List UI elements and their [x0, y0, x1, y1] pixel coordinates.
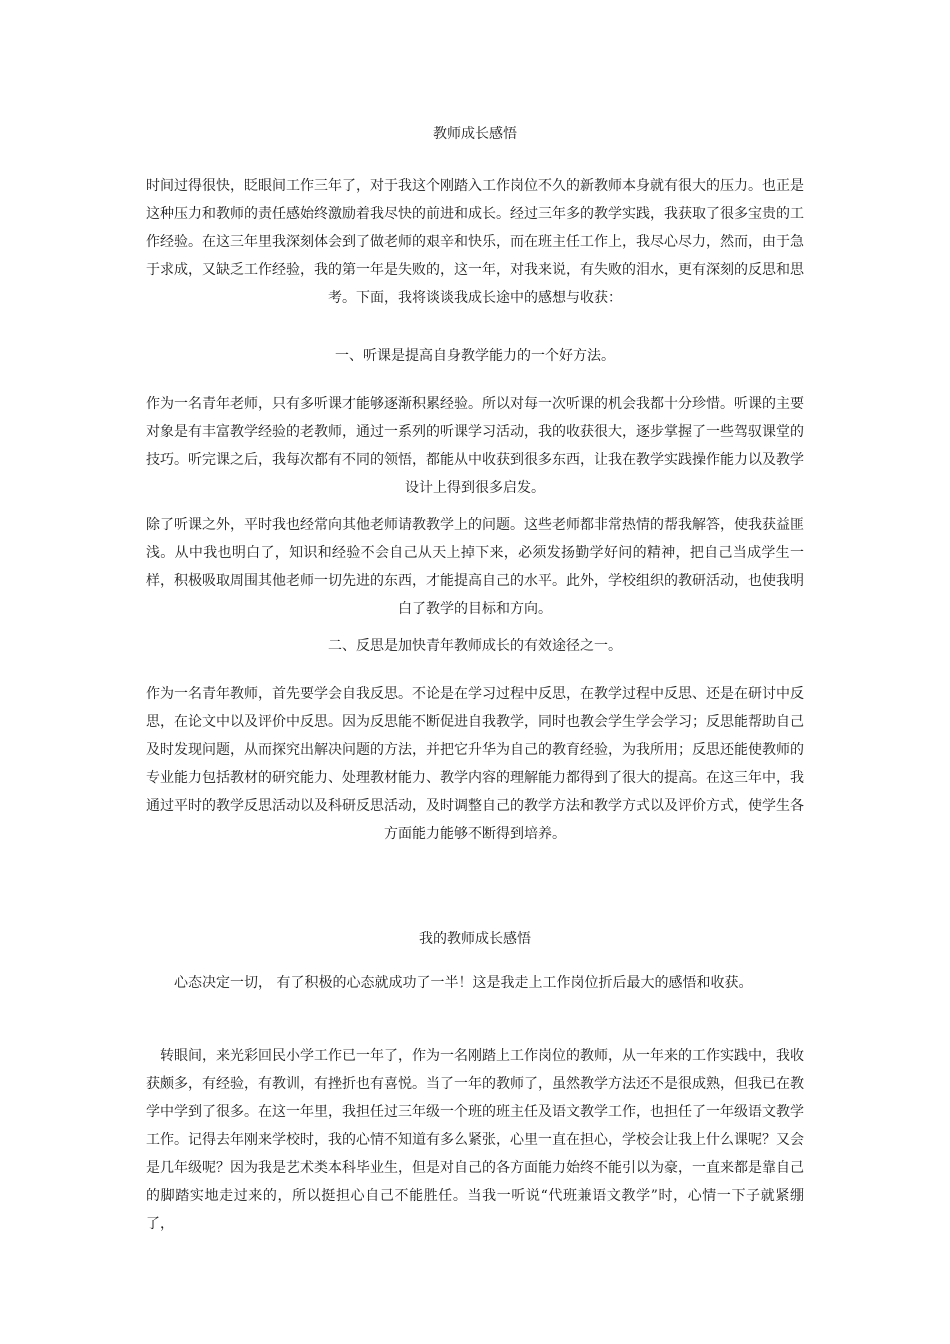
section-heading-2: 二、反思是加快青年教师成长的有效途径之一。 — [328, 638, 622, 654]
document-title: 教师成长感悟 — [433, 126, 517, 142]
intro-paragraph: 时间过得很快，眨眼间工作三年了，对于我这个刚踏入工作岗位不久的新教师本身就有很大的压力。也正是这种压力和教师的责任感始终激励着我尽快的前进和成长。经过三年多的教学实践，我获取了很多宝贵的工作经验。在这三年里我深刻体会到了做老师的艰辛和快乐，而在班主任工作上，我尽心尽力，然而，由于急于求成，又缺乏工作经验，我的第一年是失败的，这一年，对我来说，有失败的泪水，更有深刻的反思和思考。下面，我将谈谈我成长途中的感想与收获： — [146, 178, 804, 306]
paragraph-mindset: 心态决定一切， 有了积极的心态就成功了一半！这是我走上工作岗位折后最大的感悟和收获。 — [174, 975, 753, 991]
paragraph-listening: 作为一名青年老师，只有多听课才能够逐渐积累经验。所以对每一次听课的机会我都十分珍惜。听课的主要对象是有丰富教学经验的老教师，通过一系列的听课学习活动，我的收获很大，逐步掌握了一些驾驭课堂的技巧。听完课之后，我每次都有不同的领悟，都能从中收获到很多东西，让我在教学实践操作能力以及教学设计上得到很多启发。 — [146, 396, 804, 496]
paragraph-consulting: 除了听课之外，平时我也经常向其他老师请教教学上的问题。这些老师都非常热情的帮我解答，使我获益匪浅。从中我也明白了，知识和经验不会自己从天上掉下来，必须发扬勤学好问的精神，把自己当成学生一样，积极吸取周围其他老师一切先进的东西，才能提高自己的水平。此外，学校组织的教研活动，也使我明白了教学的目标和方向。 — [146, 517, 804, 617]
paragraph-reflection: 作为一名青年教师，首先要学会自我反思。不论是在学习过程中反思，在教学过程中反思、还是在研讨中反思，在论文中以及评价中反思。因为反思能不断促进自我教学，同时也教会学生学会学习；反思能帮助自己及时发现问题，从而探究出解决问题的方法，并把它升华为自己的教育经验，为我所用；反思还能使教师的专业能力包括教材的研究能力、处理教材能力、教学内容的理解能力都得到了很大的提高。在这三年中，我通过平时的教学反思活动以及科研反思活动，及时调整自己的教学方法和教学方式以及评价方式，使学生各方面能力能够不断得到培养。 — [146, 686, 804, 842]
section-heading-1: 一、听课是提高自身教学能力的一个好方法。 — [335, 348, 615, 364]
paragraph-first-year: 转眼间，来光彩回民小学工作已一年了，作为一名刚踏上工作岗位的教师，从一年来的工作实践中，我收获颇多，有经验，有教训，有挫折也有喜悦。当了一年的教师了，虽然教学方法还不是很成熟，但我已在教学中学到了很多。在这一年里，我担任过三年级一个班的班主任及语文教学工作，也担任了一年级语文教学工作。记得去年刚来学校时，我的心情不知道有多么紧张，心里一直在担心，学校会让我上什么课呢？又会是几年级呢？因为我是艺术类本科毕业生，但是对自己的各方面能力始终不能引以为豪，一直来都是靠自己的脚踏实地走过来的，所以挺担心自己不能胜任。当我一听说“代班兼语文教学”时，心情一下子就紧绷了， — [146, 1048, 804, 1232]
second-document-title: 我的教师成长感悟 — [419, 931, 531, 947]
